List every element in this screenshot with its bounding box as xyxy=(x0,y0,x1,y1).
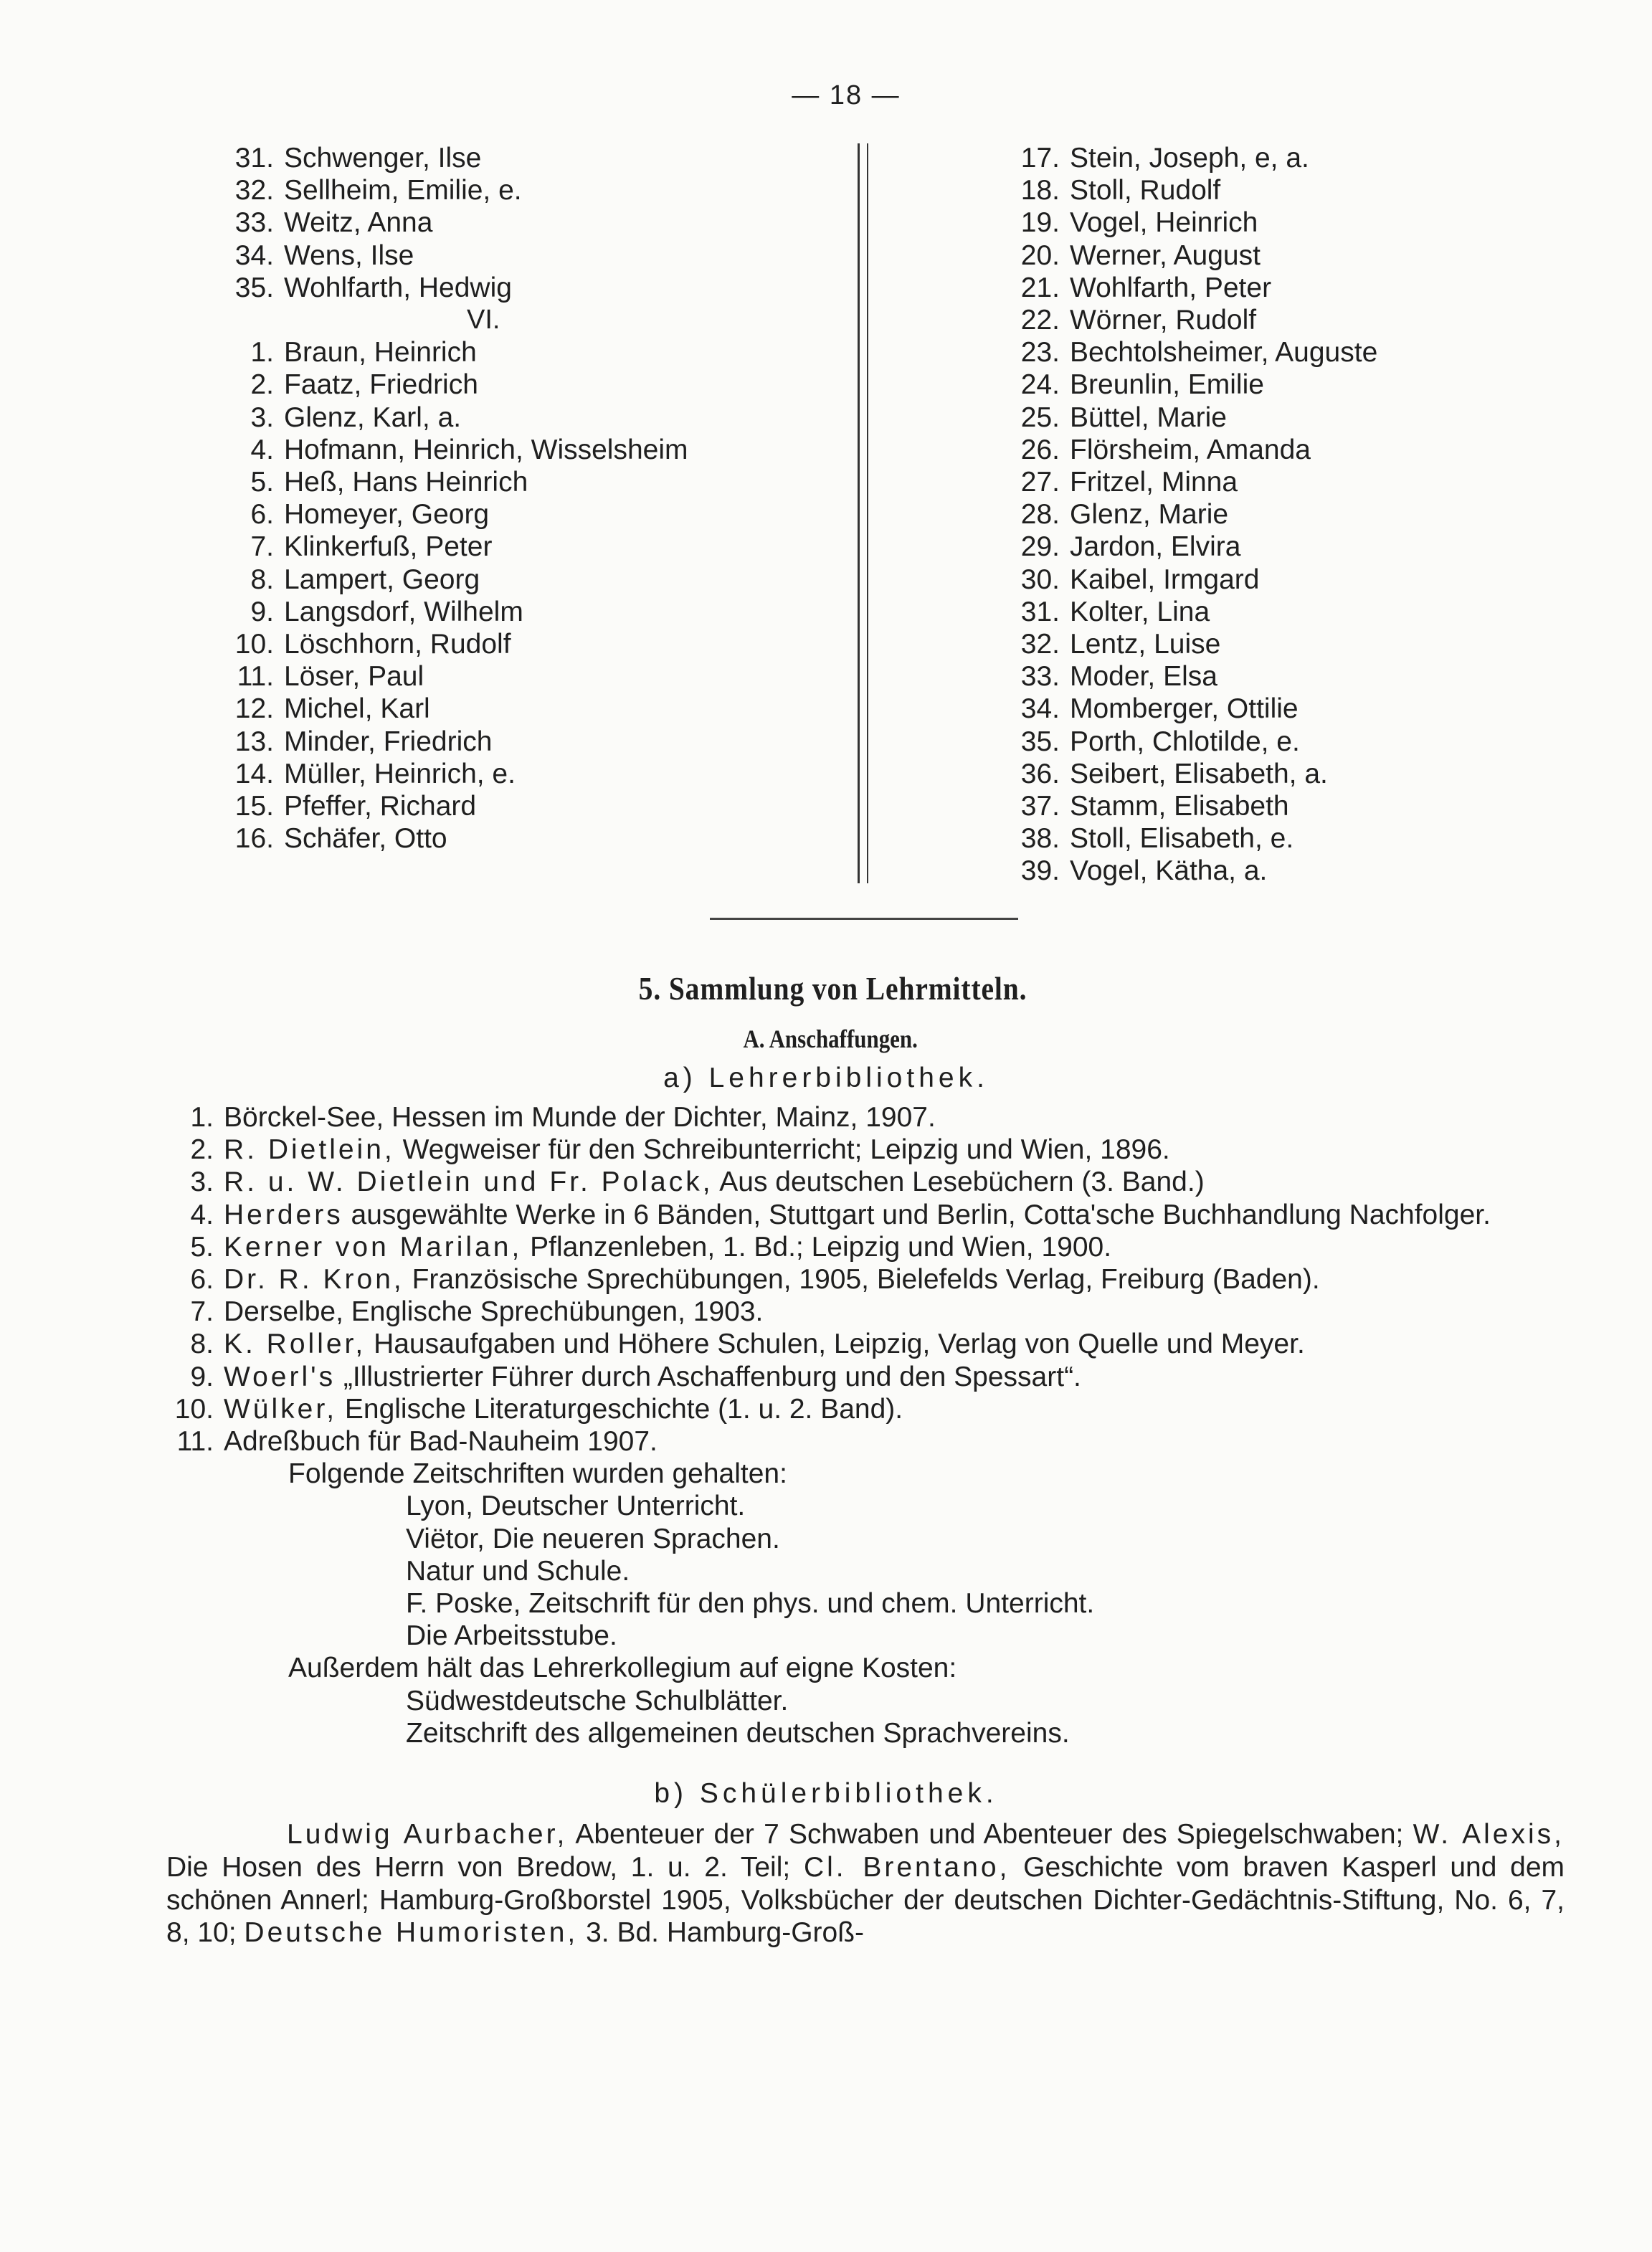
list-item: 24. Breunlin, Emilie xyxy=(1020,369,1264,401)
list-item: Die Arbeitsstube. xyxy=(406,1620,617,1652)
list-item: 26. Flörsheim, Amanda xyxy=(1020,434,1311,465)
list-item: Lyon, Deutscher Unterricht. xyxy=(406,1491,746,1522)
list-item: 32. Lentz, Luise xyxy=(1020,629,1221,660)
list-item: 3. R. u. W. Dietlein und Fr. Polack, Aus deutschen Lesebüchern (3. Band.) xyxy=(190,1167,1205,1198)
list-item: 9. Langsdorf, Wilhelm xyxy=(250,596,523,627)
page-number: — 18 — xyxy=(792,80,901,110)
list-item: 2. Faatz, Friedrich xyxy=(250,369,478,401)
list-item: 22. Wörner, Rudolf xyxy=(1020,305,1257,336)
section-title: 5. Sammlung von Lehrmitteln. xyxy=(638,970,1027,1007)
list-item: 14. Müller, Heinrich, e. xyxy=(234,758,516,789)
list-item: F. Poske, Zeitschrift für den phys. und chem. Unterricht. xyxy=(406,1588,1095,1620)
list-item: 38. Stoll, Elisabeth, e. xyxy=(1020,823,1294,855)
list-item: 11. Adreßbuch für Bad-Nauheim 1907. xyxy=(176,1426,658,1458)
list-item: 2. R. Dietlein, Wegweiser für den Schreibunterricht; Leipzig und Wien, 1896. xyxy=(190,1134,1170,1166)
list-item: Natur und Schule. xyxy=(406,1555,630,1587)
list-item: 30. Kaibel, Irmgard xyxy=(1020,564,1260,595)
list-item: 32. Sellheim, Emilie, e. xyxy=(234,175,522,206)
teacher-library-list xyxy=(165,1101,1556,1749)
list-item: 5. Kerner von Marilan, Pflanzenleben, 1. Bd.; Leipzig und Wien, 1900. xyxy=(190,1231,1112,1263)
list-item: Südwestdeutsche Schulblätter. xyxy=(406,1685,789,1716)
list-item: 35. Porth, Chlotilde, e. xyxy=(1020,726,1300,757)
list-item: 31. Kolter, Lina xyxy=(1020,596,1210,627)
list-item: 33. Weitz, Anna xyxy=(234,207,433,239)
right-student-column xyxy=(1007,142,1451,888)
list-item: 8. K. Roller, Hausaufgaben und Höhere Schulen, Leipzig, Verlag von Quelle und Meyer. xyxy=(190,1329,1305,1360)
student-library-paragraph: Ludwig Aurbacher, Abenteuer der 7 Schwaben und Abenteuer des Spiegelschwaben; W. Alexis, Die Hosen des Herrn von Bredow, 1. u. 2. Teil; Cl. Brentano, Geschichte vom braven Kasperl und dem schönen Annerl; Hamburg-Großborstel 1905, Volksbücher der deutschen Dichter-Gedächtnis-Stiftung, No. 6, 7, 8, 10; Deutsche Humoristen, 3. Bd. Hamburg-Groß- xyxy=(166,1819,1565,1949)
list-item: Viëtor, Die neueren Sprachen. xyxy=(406,1523,780,1554)
list-item: 13. Minder, Friedrich xyxy=(234,726,493,757)
list-item: 1. Börckel-See, Hessen im Munde der Dichter, Mainz, 1907. xyxy=(190,1102,936,1133)
list-item: 28. Glenz, Marie xyxy=(1020,499,1229,531)
list-item: 4. Hofmann, Heinrich, Wisselsheim xyxy=(250,434,688,465)
list-item: 34. Momberger, Ottilie xyxy=(1020,693,1299,725)
list-item: 15. Pfeffer, Richard xyxy=(234,791,477,822)
list-item: 16. Schäfer, Otto xyxy=(234,823,447,855)
list-item: Zeitschrift des allgemeinen deutschen Sprachvereins. xyxy=(406,1717,1070,1749)
list-item: 19. Vogel, Heinrich xyxy=(1020,207,1258,239)
list-item: 3. Glenz, Karl, a. xyxy=(250,402,462,433)
class-heading: VI. xyxy=(467,305,500,336)
private-intro: Außerdem hält das Lehrerkollegium auf eigne Kosten: xyxy=(288,1653,957,1684)
list-item: 8. Lampert, Georg xyxy=(250,564,480,595)
list-item: 11. Löser, Paul xyxy=(237,661,424,693)
list-item: 21. Wohlfarth, Peter xyxy=(1020,272,1272,303)
section-rule xyxy=(710,918,1018,920)
subsection-title: A. Anschaffungen. xyxy=(743,1025,918,1053)
teacher-library-heading: a) Lehrerbibliothek. xyxy=(663,1063,989,1093)
list-item: 10. Löschhorn, Rudolf xyxy=(234,629,511,660)
list-item: 9. Woerl's „Illustrierter Führer durch Aschaffenburg und den Spessart“. xyxy=(190,1361,1081,1392)
list-item: 10. Wülker, Englische Literaturgeschichte (1. u. 2. Band). xyxy=(174,1393,903,1425)
list-item: 12. Michel, Karl xyxy=(234,693,430,725)
list-item: 5. Heß, Hans Heinrich xyxy=(250,467,528,498)
list-item: 36. Seibert, Elisabeth, a. xyxy=(1020,758,1328,789)
list-item: 33. Moder, Elsa xyxy=(1020,661,1217,693)
student-library-heading: b) Schülerbibliothek. xyxy=(654,1778,998,1809)
list-item: 39. Vogel, Kätha, a. xyxy=(1020,855,1268,887)
list-item: 35. Wohlfarth, Hedwig xyxy=(234,272,512,303)
left-student-column xyxy=(212,142,858,855)
list-item: 25. Büttel, Marie xyxy=(1020,402,1227,433)
list-item: 1. Braun, Heinrich xyxy=(250,337,477,369)
periodicals-intro: Folgende Zeitschriften wurden gehalten: xyxy=(288,1458,787,1490)
list-item: 27. Fritzel, Minna xyxy=(1020,467,1238,498)
list-item: 29. Jardon, Elvira xyxy=(1020,531,1241,563)
list-item: 37. Stamm, Elisabeth xyxy=(1020,791,1289,822)
list-item: 6. Dr. R. Kron, Französische Sprechübungen, 1905, Bielefelds Verlag, Freiburg (Baden). xyxy=(190,1264,1320,1296)
list-item: 18. Stoll, Rudolf xyxy=(1020,175,1221,206)
list-item: 17. Stein, Joseph, e, a. xyxy=(1020,143,1309,174)
list-item: 20. Werner, August xyxy=(1020,239,1261,271)
column-divider xyxy=(858,143,868,883)
list-item: 23. Bechtolsheimer, Auguste xyxy=(1020,337,1378,369)
list-item: 7. Derselbe, Englische Sprechübungen, 1903. xyxy=(190,1296,764,1328)
list-item: 7. Klinkerfuß, Peter xyxy=(250,531,493,563)
list-item: 6. Homeyer, Georg xyxy=(250,499,490,531)
list-item: 31. Schwenger, Ilse xyxy=(234,143,482,174)
list-item: 34. Wens, Ilse xyxy=(234,239,414,271)
list-item: 4. Herders ausgewählte Werke in 6 Bänden, Stuttgart und Berlin, Cotta'sche Buchhandlung Nachfolger. xyxy=(190,1199,1491,1230)
